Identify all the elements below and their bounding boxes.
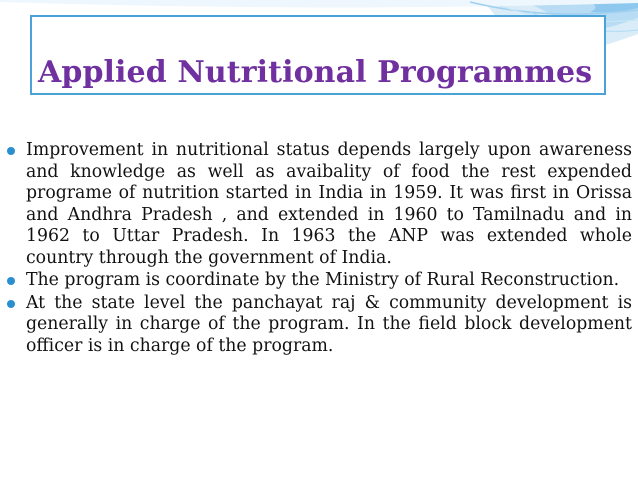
- bullet-icon: [7, 300, 15, 308]
- bullet-text-2: The program is coordinate by the Ministry of Rural Reconstruction.: [26, 270, 620, 290]
- slide-title: Applied Nutritional Programmes: [38, 55, 593, 90]
- bullet-item-3: [7, 293, 632, 358]
- bullet-icon: [7, 147, 15, 155]
- bullet-item-2: [7, 270, 632, 292]
- bullet-icon: [7, 277, 15, 285]
- title-frame: [30, 15, 606, 95]
- bullet-item-1: [7, 140, 632, 269]
- bullet-list: [7, 140, 632, 358]
- bullet-text-1: Improvement in nutritional status depends largely upon awareness and knowledge as well as avaibality of food the rest expended programe of nutrition started in India in 1959. It was first in Orissa and Andhra Pradesh , and extended in 1960 to Tamilnadu and in 1962 to Uttar Pradesh. In 1963 the ANP was extended whole country through the government of India.: [26, 140, 632, 268]
- bullet-text-3: At the state level the panchayat raj & community development is generally in charge of the program. In the field block development officer is in charge of the program.: [26, 292, 632, 356]
